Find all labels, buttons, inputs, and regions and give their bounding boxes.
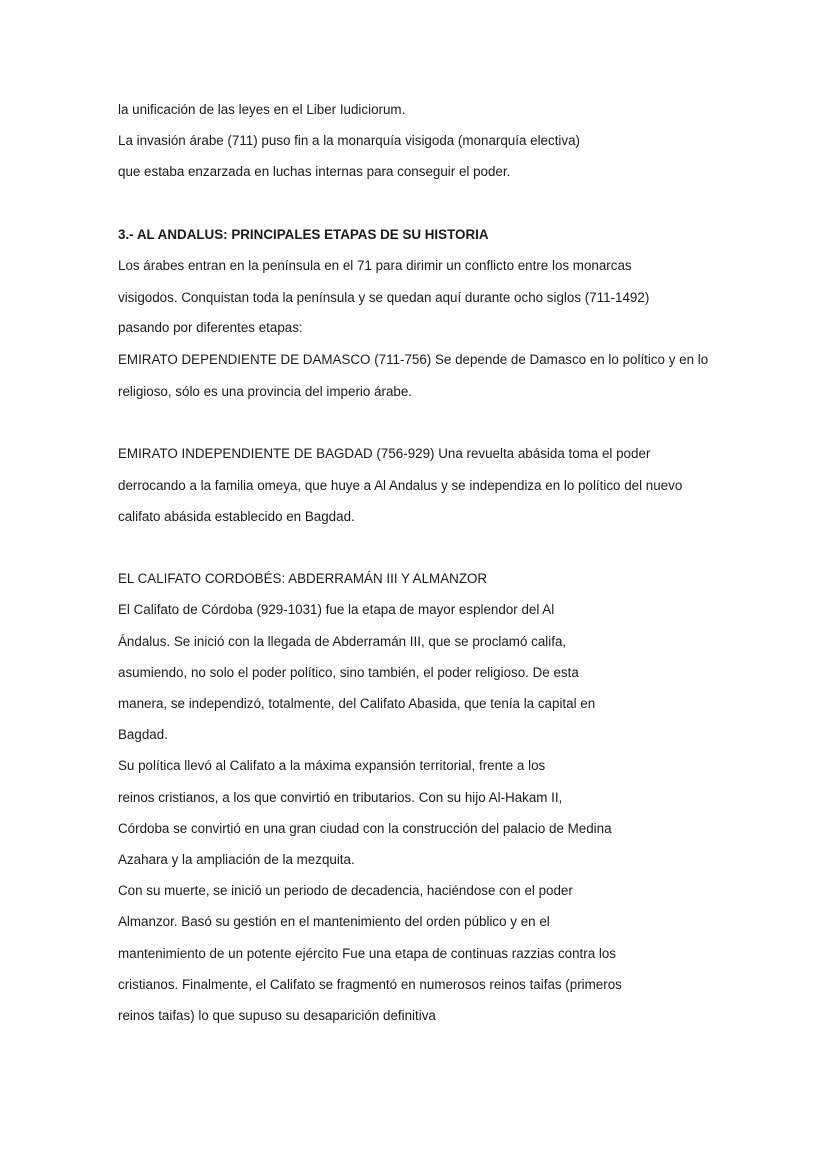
subsection-title: EL CALIFATO CORDOBÉS: ABDERRAMÁN III Y ALMANZOR [118,571,488,586]
text-line: reinos taifas) lo que supuso su desaparición definitiva [118,1008,436,1023]
text-line: derrocando a la familia omeya, que huye a Al Andalus y se independiza en lo político del nuevo [118,478,683,493]
text-line: Bagdad. [118,727,168,742]
text-line: mantenimiento de un potente ejército Fue una etapa de continuas razzias contra los [118,946,616,961]
text-line: Córdoba se convirtió en una gran ciudad con la construcción del palacio de Medina [118,821,612,836]
text-line: visigodos. Conquistan toda la península y se quedan aquí durante ocho siglos (711-1492) [118,290,650,305]
text-line: asumiendo, no solo el poder político, sino también, el poder religioso. De esta [118,665,579,680]
text-line: Los árabes entran en la península en el 71 para dirimir un conflicto entre los monarcas [118,258,632,273]
text-line: EMIRATO DEPENDIENTE DE DAMASCO (711-756) Se depende de Damasco en lo político y en lo [118,352,709,367]
text-line: cristianos. Finalmente, el Califato se fragmentó en numerosos reinos taifas (primeros [118,977,622,992]
text-line: Azahara y la ampliación de la mezquita. [118,852,355,867]
text-line: EMIRATO INDEPENDIENTE DE BAGDAD (756-929) Una revuelta abásida toma el poder [118,446,651,461]
text-line: Ándalus. Se inició con la llegada de Abderramán III, que se proclamó califa, [118,634,567,649]
text-line: religioso, sólo es una provincia del imperio árabe. [118,384,413,399]
text-line: que estaba enzarzada en luchas internas para conseguir el poder. [118,164,511,179]
text-line: reinos cristianos, a los que convirtió en tributarios. Con su hijo Al-Hakam II, [118,790,563,805]
text-line: Almanzor. Basó su gestión en el mantenimiento del orden público y en el [118,914,550,929]
text-line: califato abásida establecido en Bagdad. [118,509,355,524]
text-line: la unificación de las leyes en el Liber Iudiciorum. [118,102,406,117]
text-line: manera, se independizó, totalmente, del Califato Abasida, que tenía la capital en [118,696,596,711]
text-line: pasando por diferentes etapas: [118,320,303,335]
text-line: El Califato de Córdoba (929-1031) fue la etapa de mayor esplendor del Al [118,602,555,617]
text-line: Su política llevó al Califato a la máxima expansión territorial, frente a los [118,758,546,773]
section-heading: 3.- AL ANDALUS: PRINCIPALES ETAPAS DE SU HISTORIA [118,227,489,242]
text-line: La invasión árabe (711) puso fin a la monarquía visigoda (monarquía electiva) [118,133,580,148]
text-line: Con su muerte, se inició un periodo de decadencia, haciéndose con el poder [118,883,573,898]
